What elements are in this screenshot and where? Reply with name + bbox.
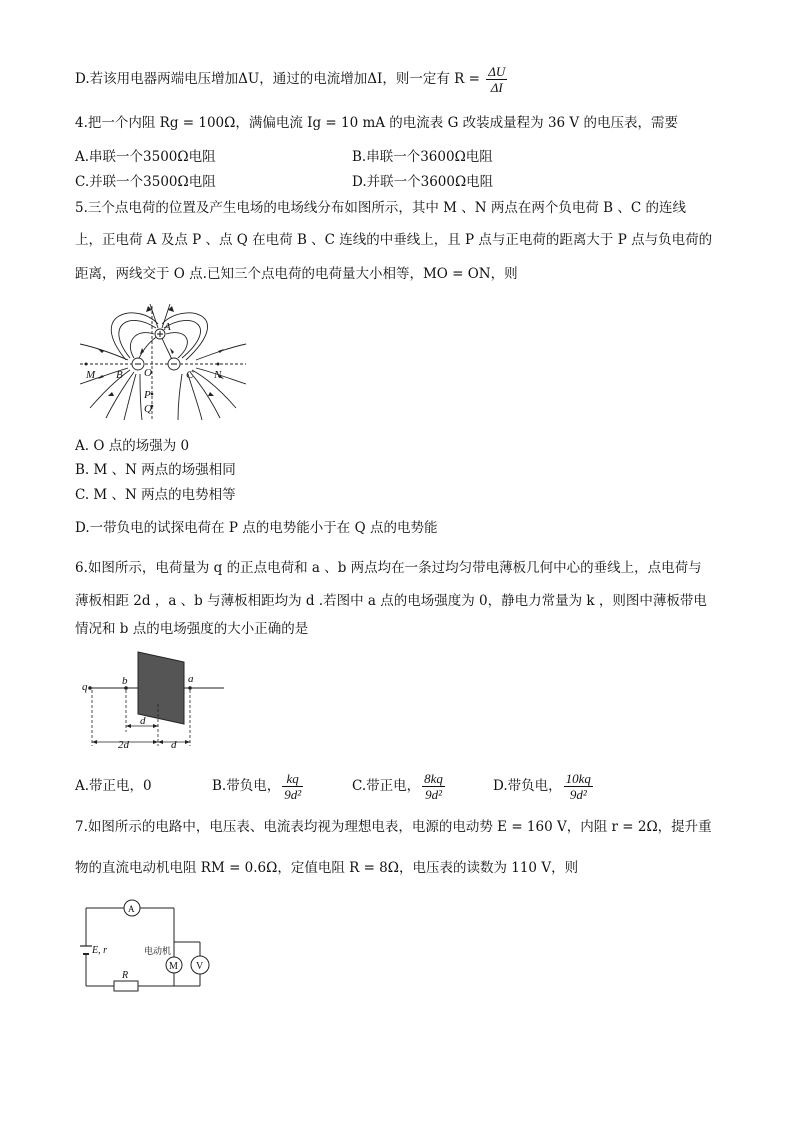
q7-ammeter-label: A [128, 904, 135, 914]
q6-option-d-text: D.带负电， [493, 778, 562, 794]
q6-option-b-numerator: kq [282, 771, 303, 787]
q6-stem-line-1: 6.如图所示，电荷量为 q 的正点电荷和 a 、b 两点均在一条过均匀带电薄板几何中心的垂线上，点电荷与 [75, 560, 702, 576]
q6-option-d [493, 766, 595, 806]
q6-option-d-fraction [564, 771, 593, 802]
q6-option-a-text: A.带正电，0 [75, 778, 152, 794]
q5-label-m: M [86, 369, 96, 381]
q5-label-o: O [144, 367, 152, 379]
q6-option-d-numerator: 10kq [565, 771, 591, 786]
q6-option-b-fraction [282, 771, 303, 802]
q6-label-d-inner: d [140, 715, 146, 727]
q3-option-d-fraction [486, 64, 507, 95]
q6-option-c-text: C.带正电， [352, 778, 421, 794]
q6-label-b: b [122, 675, 128, 687]
q6-stem-line-2: 薄板相距 2d ，a 、b 与薄板相距均为 d .若图中 a 点的电场强度为 0，静电力常量为 k ，则图中薄板带电 [75, 593, 707, 609]
q3-option-d-text: D.若该用电器两端电压增加ΔU，通过的电流增加ΔI，则一定有 R = [75, 71, 480, 87]
q6-option-c-fraction [422, 771, 445, 802]
q6-charged-plate-figure [78, 650, 238, 754]
q7-stem-line-2: 物的直流电动机电阻 RM = 0.6Ω，定值电阻 R = 8Ω，电压表的读数为 110 V，则 [75, 860, 579, 876]
q6-option-c-denominator: 9d² [425, 787, 442, 802]
q5-option-b: B. M 、N 两点的场强相同 [75, 462, 236, 478]
q5-label-b: B [116, 369, 123, 381]
q4-option-c: C.并联一个3500Ω电阻 [75, 174, 216, 190]
q6-label-d-outer: d [171, 739, 177, 751]
q4-option-b: B.串联一个3600Ω电阻 [352, 149, 493, 165]
q5-label-q: Q [144, 403, 152, 415]
q4-stem: 4.把一个内阻 Rg = 100Ω，满偏电流 Ig = 10 mA 的电流表 G 改装成量程为 36 V 的电压表，需要 [75, 115, 678, 131]
q5-option-c: C. M 、N 两点的电势相等 [75, 487, 236, 503]
q7-motor-label: M [169, 961, 178, 972]
q5-label-n: N [214, 369, 222, 381]
q6-label-2d: 2d [118, 739, 129, 751]
q6-option-b-denominator: 9d² [284, 787, 302, 802]
q6-stem-line-3: 情况和 b 点的电场强度的大小正确的是 [75, 621, 309, 637]
q4-option-a: A.串联一个3500Ω电阻 [75, 149, 216, 165]
q6-option-c-numerator: 8kq [424, 771, 443, 786]
q5-option-d: D.一带负电的试探电荷在 P 点的电势能小于在 Q 点的电势能 [75, 520, 438, 536]
q7-voltmeter-label: V [196, 961, 204, 972]
q4-option-d: D.并联一个3600Ω电阻 [352, 174, 494, 190]
q5-option-a: A. O 点的场强为 0 [75, 438, 190, 454]
q6-label-q: q [82, 681, 88, 693]
q7-source-label: E, r [92, 945, 107, 956]
q5-label-c: C [186, 369, 194, 381]
q3-fraction-numerator: ΔU [488, 64, 506, 79]
q3-option-d [75, 64, 509, 95]
q6-option-d-denominator: 9d² [569, 787, 587, 802]
q6-option-c [352, 766, 447, 806]
q7-circuit-figure [78, 894, 218, 1000]
q3-fraction-denominator: ΔI [490, 80, 503, 95]
q5-label-a: A [164, 321, 171, 333]
q5-stem-line-2: 上，正电荷 A 及点 P 、点 Q 在电荷 B 、C 连线的中垂线上，且 P 点与正电荷的距离大于 P 点与负电荷的 [75, 232, 713, 248]
q6-option-b [212, 766, 305, 806]
q6-option-a [75, 776, 152, 796]
q5-label-p: P [144, 389, 151, 401]
q5-stem-line-1: 5.三个点电荷的位置及产生电场的电场线分布如图所示，其中 M 、N 两点在两个负电荷 B 、C 的连线 [75, 200, 687, 216]
q5-field-line-figure [78, 298, 248, 422]
q7-motor-caption: 电动机 [144, 946, 172, 956]
q6-label-a: a [188, 673, 194, 685]
q7-stem-line-1: 7.如图所示的电路中，电压表、电流表均视为理想电表，电源的电动势 E = 160 V，内阻 r = 2Ω，提升重 [75, 819, 712, 835]
q7-resistor-label: R [122, 970, 129, 981]
q5-stem-line-3: 距离，两线交于 O 点.已知三个点电荷的电荷量大小相等，MO = ON，则 [75, 266, 518, 282]
q6-option-b-text: B.带负电， [212, 778, 281, 794]
